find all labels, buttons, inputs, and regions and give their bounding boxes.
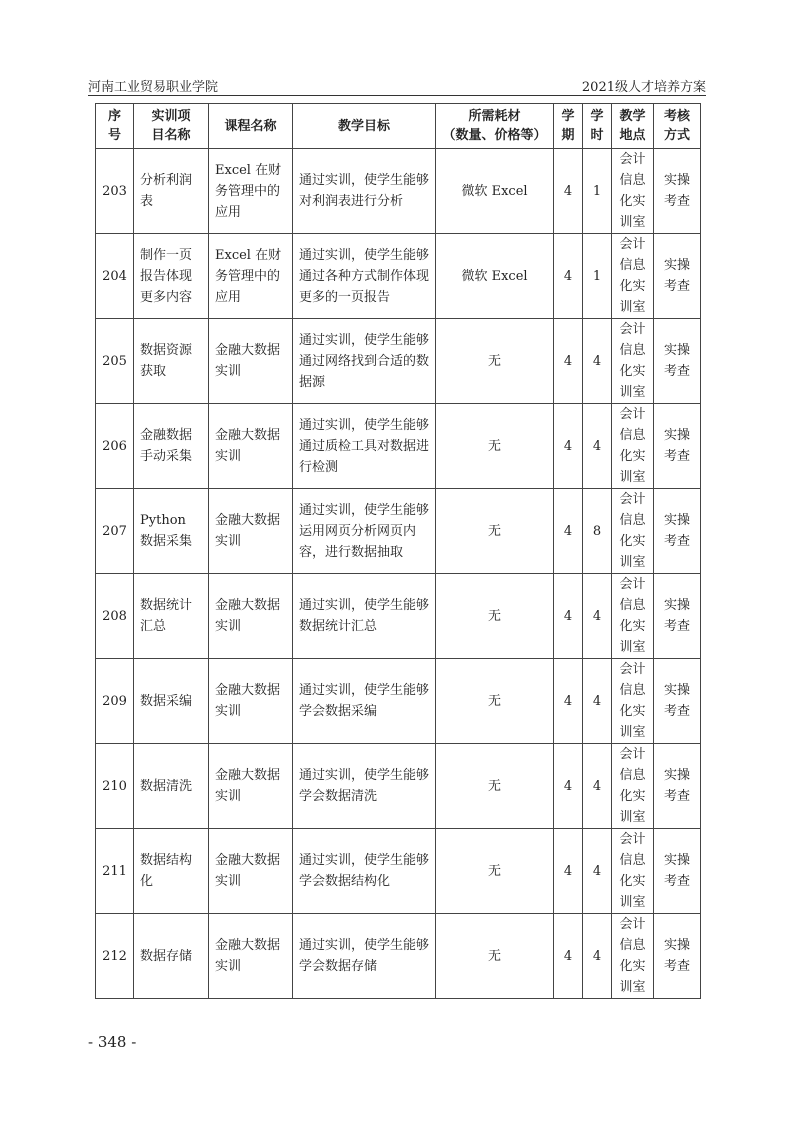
hours-cell: 4 bbox=[583, 914, 612, 999]
hours-cell: 4 bbox=[583, 319, 612, 404]
row-number-cell: 210 bbox=[96, 744, 134, 829]
exam-method-cell: 实操 考查 bbox=[654, 914, 701, 999]
col-exam-header: 考核 方式 bbox=[654, 104, 701, 149]
project-name-cell: 数据统计汇总 bbox=[134, 574, 209, 659]
term-cell: 4 bbox=[554, 404, 583, 489]
table-row bbox=[96, 149, 701, 234]
hours-cell: 4 bbox=[583, 829, 612, 914]
exam-method-cell: 实操 考查 bbox=[654, 829, 701, 914]
hours-cell: 4 bbox=[583, 744, 612, 829]
teaching-goal-cell: 通过实训，使学生能够通过网络找到合适的数据源 bbox=[293, 319, 436, 404]
teaching-place-cell: 会计 信息 化实 训室 bbox=[612, 829, 654, 914]
document-title: 2021级人才培养方案 bbox=[581, 80, 706, 95]
row-number-cell: 209 bbox=[96, 659, 134, 744]
table-row bbox=[96, 489, 701, 574]
exam-method-cell: 实操 考查 bbox=[654, 404, 701, 489]
term-cell: 4 bbox=[554, 574, 583, 659]
course-name-cell: 金融大数据实训 bbox=[209, 574, 293, 659]
col-place-header: 教学 地点 bbox=[612, 104, 654, 149]
col-project-header: 实训项 目名称 bbox=[134, 104, 209, 149]
table-row bbox=[96, 319, 701, 404]
table-row bbox=[96, 659, 701, 744]
teaching-place-cell: 会计 信息 化实 训室 bbox=[612, 489, 654, 574]
teaching-place-cell: 会计 信息 化实 训室 bbox=[612, 744, 654, 829]
project-name-cell: 数据结构化 bbox=[134, 829, 209, 914]
materials-cell: 无 bbox=[436, 319, 554, 404]
row-number-cell: 203 bbox=[96, 149, 134, 234]
teaching-goal-cell: 通过实训，使学生能够通过质检工具对数据进行检测 bbox=[293, 404, 436, 489]
term-cell: 4 bbox=[554, 829, 583, 914]
term-cell: 4 bbox=[554, 659, 583, 744]
materials-cell: 微软 Excel bbox=[436, 234, 554, 319]
table-row bbox=[96, 234, 701, 319]
course-name-cell: 金融大数据实训 bbox=[209, 914, 293, 999]
course-name-cell: 金融大数据实训 bbox=[209, 489, 293, 574]
col-goal-header: 教学目标 bbox=[293, 104, 436, 149]
table-header-row bbox=[96, 104, 701, 149]
teaching-goal-cell: 通过实训，使学生能够数据统计汇总 bbox=[293, 574, 436, 659]
project-name-cell: 数据存储 bbox=[134, 914, 209, 999]
term-cell: 4 bbox=[554, 149, 583, 234]
table-row bbox=[96, 574, 701, 659]
course-name-cell: Excel 在财务管理中的应用 bbox=[209, 234, 293, 319]
table-row bbox=[96, 404, 701, 489]
teaching-place-cell: 会计 信息 化实 训室 bbox=[612, 914, 654, 999]
teaching-goal-cell: 通过实训，使学生能够运用网页分析网页内容，进行数据抽取 bbox=[293, 489, 436, 574]
hours-cell: 1 bbox=[583, 149, 612, 234]
term-cell: 4 bbox=[554, 234, 583, 319]
teaching-goal-cell: 通过实训，使学生能够学会数据结构化 bbox=[293, 829, 436, 914]
hours-cell: 8 bbox=[583, 489, 612, 574]
exam-method-cell: 实操 考查 bbox=[654, 319, 701, 404]
training-table bbox=[95, 103, 701, 999]
materials-cell: 无 bbox=[436, 404, 554, 489]
row-number-cell: 206 bbox=[96, 404, 134, 489]
materials-cell: 无 bbox=[436, 489, 554, 574]
row-number-cell: 205 bbox=[96, 319, 134, 404]
page-header bbox=[88, 76, 706, 96]
materials-cell: 无 bbox=[436, 829, 554, 914]
project-name-cell: Python 数据采集 bbox=[134, 489, 209, 574]
header-rule bbox=[88, 95, 706, 96]
project-name-cell: 数据资源获取 bbox=[134, 319, 209, 404]
exam-method-cell: 实操 考查 bbox=[654, 574, 701, 659]
row-number-cell: 207 bbox=[96, 489, 134, 574]
materials-cell: 无 bbox=[436, 914, 554, 999]
course-name-cell: 金融大数据实训 bbox=[209, 659, 293, 744]
course-name-cell: 金融大数据实训 bbox=[209, 319, 293, 404]
col-term-header: 学 期 bbox=[554, 104, 583, 149]
teaching-goal-cell: 通过实训，使学生能够通过各种方式制作体现更多的一页报告 bbox=[293, 234, 436, 319]
course-name-cell: 金融大数据实训 bbox=[209, 404, 293, 489]
teaching-place-cell: 会计 信息 化实 训室 bbox=[612, 234, 654, 319]
row-number-cell: 211 bbox=[96, 829, 134, 914]
project-name-cell: 金融数据手动采集 bbox=[134, 404, 209, 489]
hours-cell: 4 bbox=[583, 404, 612, 489]
teaching-goal-cell: 通过实训，使学生能够对利润表进行分析 bbox=[293, 149, 436, 234]
teaching-place-cell: 会计 信息 化实 训室 bbox=[612, 319, 654, 404]
hours-cell: 1 bbox=[583, 234, 612, 319]
table-row bbox=[96, 914, 701, 999]
row-number-cell: 212 bbox=[96, 914, 134, 999]
materials-cell: 无 bbox=[436, 744, 554, 829]
teaching-place-cell: 会计 信息 化实 训室 bbox=[612, 404, 654, 489]
teaching-goal-cell: 通过实训，使学生能够学会数据采编 bbox=[293, 659, 436, 744]
hours-cell: 4 bbox=[583, 574, 612, 659]
school-name: 河南工业贸易职业学院 bbox=[88, 80, 219, 95]
course-name-cell: Excel 在财务管理中的应用 bbox=[209, 149, 293, 234]
teaching-place-cell: 会计 信息 化实 训室 bbox=[612, 574, 654, 659]
exam-method-cell: 实操 考查 bbox=[654, 659, 701, 744]
term-cell: 4 bbox=[554, 319, 583, 404]
materials-cell: 无 bbox=[436, 574, 554, 659]
col-course-header: 课程名称 bbox=[209, 104, 293, 149]
table-row bbox=[96, 829, 701, 914]
project-name-cell: 数据采编 bbox=[134, 659, 209, 744]
materials-cell: 微软 Excel bbox=[436, 149, 554, 234]
exam-method-cell: 实操 考查 bbox=[654, 744, 701, 829]
project-name-cell: 分析利润表 bbox=[134, 149, 209, 234]
row-number-cell: 208 bbox=[96, 574, 134, 659]
col-hours-header: 学 时 bbox=[583, 104, 612, 149]
teaching-place-cell: 会计 信息 化实 训室 bbox=[612, 659, 654, 744]
materials-cell: 无 bbox=[436, 659, 554, 744]
exam-method-cell: 实操 考查 bbox=[654, 149, 701, 234]
table-row bbox=[96, 744, 701, 829]
term-cell: 4 bbox=[554, 489, 583, 574]
col-no-header: 序 号 bbox=[96, 104, 134, 149]
exam-method-cell: 实操 考查 bbox=[654, 234, 701, 319]
project-name-cell: 数据清洗 bbox=[134, 744, 209, 829]
project-name-cell: 制作一页报告体现更多内容 bbox=[134, 234, 209, 319]
hours-cell: 4 bbox=[583, 659, 612, 744]
col-materials-header: 所需耗材 （数量、价格等） bbox=[436, 104, 554, 149]
teaching-goal-cell: 通过实训，使学生能够学会数据存储 bbox=[293, 914, 436, 999]
term-cell: 4 bbox=[554, 744, 583, 829]
course-name-cell: 金融大数据实训 bbox=[209, 829, 293, 914]
row-number-cell: 204 bbox=[96, 234, 134, 319]
term-cell: 4 bbox=[554, 914, 583, 999]
exam-method-cell: 实操 考查 bbox=[654, 489, 701, 574]
page-number: - 348 - bbox=[88, 1033, 137, 1051]
course-name-cell: 金融大数据实训 bbox=[209, 744, 293, 829]
teaching-goal-cell: 通过实训，使学生能够学会数据清洗 bbox=[293, 744, 436, 829]
teaching-place-cell: 会计 信息 化实 训室 bbox=[612, 149, 654, 234]
